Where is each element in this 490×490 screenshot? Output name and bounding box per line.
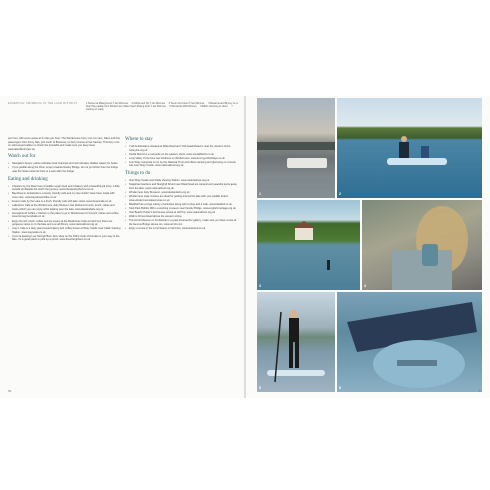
eating-list <box>8 185 121 242</box>
photo-board-bag <box>337 292 482 392</box>
list-item: • Visit Beatrix Potter's farmhouse retreat at Hill Top. www.nationaltrust.org.uk <box>125 211 238 215</box>
list-item: • Joey's Cafe is a tasty plant-based bakery and coffee house at Wray Castle near Claife Viewing Station. www.joeyscafe.co.uk <box>8 227 121 234</box>
list-item: • Baysbrew in Ambleside is a lovely, friendly cafe and my tea couldn't have been made with more care. www.baysbrewcoffee.co.uk <box>8 192 121 199</box>
list-item: • If you're passing Low Sizergh Barn farm shop on the A591 south of Kendal on your way to the lake, it's a good place to pick up a picnic. www.lowsizerghbarn.co.uk <box>8 235 121 242</box>
list-item: • Stagshaw Gardens and Skelghyll Wood near Waterhead are tranquil and peaceful spots away from the lake. www.nationaltrust.org.uk <box>125 183 238 190</box>
things-list <box>125 179 238 230</box>
caption: 2 Dubbs and Tip © Ian Mcinnes <box>131 102 165 105</box>
photo-paddleboarders-illustration <box>337 98 482 198</box>
water-reflection <box>257 178 335 198</box>
paddler-figure <box>421 146 429 158</box>
photo-captions <box>86 102 241 112</box>
left-page <box>0 96 245 398</box>
watch-list <box>8 162 121 173</box>
paddler-figure <box>399 142 409 158</box>
photo-number: 2 <box>339 192 341 196</box>
boathouse <box>295 228 313 240</box>
list-item: • Enjoy a cruise in the Lo'al Swans in Fell Foot. www.lowwood.co.uk <box>125 227 238 231</box>
paddle-board <box>387 158 447 165</box>
list-item: • YHA Ambleside is situated at Waterhead and YHA Hawkshead is near the western shore. www.yha.org.uk <box>125 145 238 152</box>
book-spread <box>0 96 490 398</box>
list-item: • Long Valley Yurts have two locations on Windermere. www.luxuryyurtholidays.co.uk <box>125 157 238 161</box>
heading-watch-out: Watch out for <box>8 154 36 160</box>
heading-where-to-stay: Where to stay <box>125 137 153 142</box>
page-number-right: 57 <box>478 389 482 393</box>
list-item: • Blackfell has a huge variety of activities along with a shop and a cafe. www.blackfell.co.uk <box>125 203 238 207</box>
photo-number: 3 <box>259 284 261 288</box>
photo-lake-illustration <box>257 200 360 290</box>
paddle-board <box>287 158 327 168</box>
list-item: • Social District is a campsite on the eastern shore. www.socialdistrict.co.uk <box>125 153 238 157</box>
boathouse-roof <box>293 221 315 228</box>
list-item: • Visit Wray Castle and Claife Viewing Station. www.nationaltrust.org.uk <box>125 179 238 183</box>
running-head: ESSENTIAL SWIMMING IN THE LAKE DISTRICT <box>8 102 78 105</box>
list-item: • Low Wray Campsite is run by the National Trust and offers camping and glamping on a lovely site near Wray Castle. www.nationaltrust.org.uk <box>125 161 238 168</box>
paddler-leg <box>295 342 299 368</box>
intro-paragraph: per hour, with some areas at 6 miles per hour. The Windermere Ferry can run cars, bikes and foot passengers from Ferry Nab, just south of Bowness, to Ferry House at Far Sawrey. This ferry runs on submerged cables so check the timetable and make sure you keep clear. www.lakedistrict.gov.uk <box>8 137 120 151</box>
caption: 4 Rosanna and Bryony on a Stop Day paddle from Windermere Water Sport Racing Club © Ian Mcinnes <box>86 102 238 109</box>
photo-tea-illustration <box>362 200 482 290</box>
caption: 6 Baths returning to shore <box>200 105 228 109</box>
caption: 3 Tea in the Forest © Ian Mcinnes <box>168 102 205 105</box>
caption: 7 Getting on ready <box>86 105 233 112</box>
photo-lake-shore <box>257 200 360 290</box>
paddler-head <box>290 310 298 318</box>
bag-strap <box>397 360 437 366</box>
list-item: • Navigation buoys: yellow indicates boat channels and red indicates shallow waters for boats. <box>8 162 121 166</box>
list-item: • The Armitt Museum in Ambleside is a great local-author gallery; make sure you have a look at the famous Bridge House too. www.armitt.com <box>125 219 238 226</box>
photo-number: 6 <box>339 386 341 390</box>
page-number-left: 56 <box>8 389 12 393</box>
photo-paddleboarders <box>337 98 482 198</box>
photo-paddler-illustration <box>257 292 335 392</box>
paddler-leg <box>289 342 293 368</box>
photo-standing-paddler <box>257 292 335 392</box>
heading-eating: Eating and drinking <box>8 176 48 182</box>
list-item: • Chesters by the River has incredible vegan food and a bakery with a beautiful gift shop. A little outside Ambleside but worth the journey. www.chestersbytheriver.co.uk <box>8 185 121 192</box>
list-item: • Fresco Cafe by the Lake is a fresh, friendly cafe with lake views. www.frescocafe.co.uk <box>8 200 121 204</box>
paddler-head <box>401 136 407 142</box>
photo-sunset-lake <box>257 98 335 198</box>
swimmer-figure <box>327 260 330 270</box>
caption: 5 Wonderful Wild Women <box>169 105 197 109</box>
photo-number: 1 <box>259 192 261 196</box>
photo-number: 5 <box>259 386 261 390</box>
mug <box>422 244 438 266</box>
list-item: • Lakeshore Cafe at the Windermere Jetty Museum has delicious brunch, lunch, cakes and treats which you can enjoy while looking over the lake. www.lakelandarts.org.uk <box>8 204 121 211</box>
list-item: • Windermere Jetty Museum. www.lakelandarts.org.uk <box>125 191 238 195</box>
list-item: • If you paddle along the River Leven towards Newby Bridge, do not go further than the bridge near the Swan Hotel as there is a weir after the bridge. <box>8 166 121 173</box>
right-page <box>245 96 490 398</box>
caption: 1 Sunset at Millerground © Ian Mcinnes <box>86 102 128 105</box>
list-item: • Homeground Coffee + Kitchen is the place to go in Windermere for brunch, bakes and coffee. www.homegroundcafe.co.uk <box>8 212 121 219</box>
paddler-figure <box>289 318 299 342</box>
list-item: • Windermere Lake Cruises are ideal for getting around the lake with your paddle board. www.windermere-lakecruises.co.uk <box>125 195 238 202</box>
photo-tea-break <box>362 200 482 290</box>
photo-sunset-illustration <box>257 98 335 198</box>
text-column-left <box>8 137 121 244</box>
photo-number: 4 <box>364 284 366 288</box>
list-item: • Walk to Orrest Head above the western shore. <box>125 215 238 219</box>
text-column-right <box>125 137 238 232</box>
list-item: • Stott Park Bobbin Mill is a working museum near Newby Bridge. www.english-heritage.org.uk <box>125 207 238 211</box>
heading-things-to-do: Things to do <box>125 171 151 177</box>
photo-board-illustration <box>337 292 482 392</box>
far-shore <box>257 142 335 150</box>
stay-list <box>125 145 238 168</box>
list-item: • Enjoy brunch, lunch, coffee and ice cream at the Boathouse Cafe at Fell Foot; there are gorgeous views on to the lake and a small library. www.nationaltrust.org.uk <box>8 220 121 227</box>
